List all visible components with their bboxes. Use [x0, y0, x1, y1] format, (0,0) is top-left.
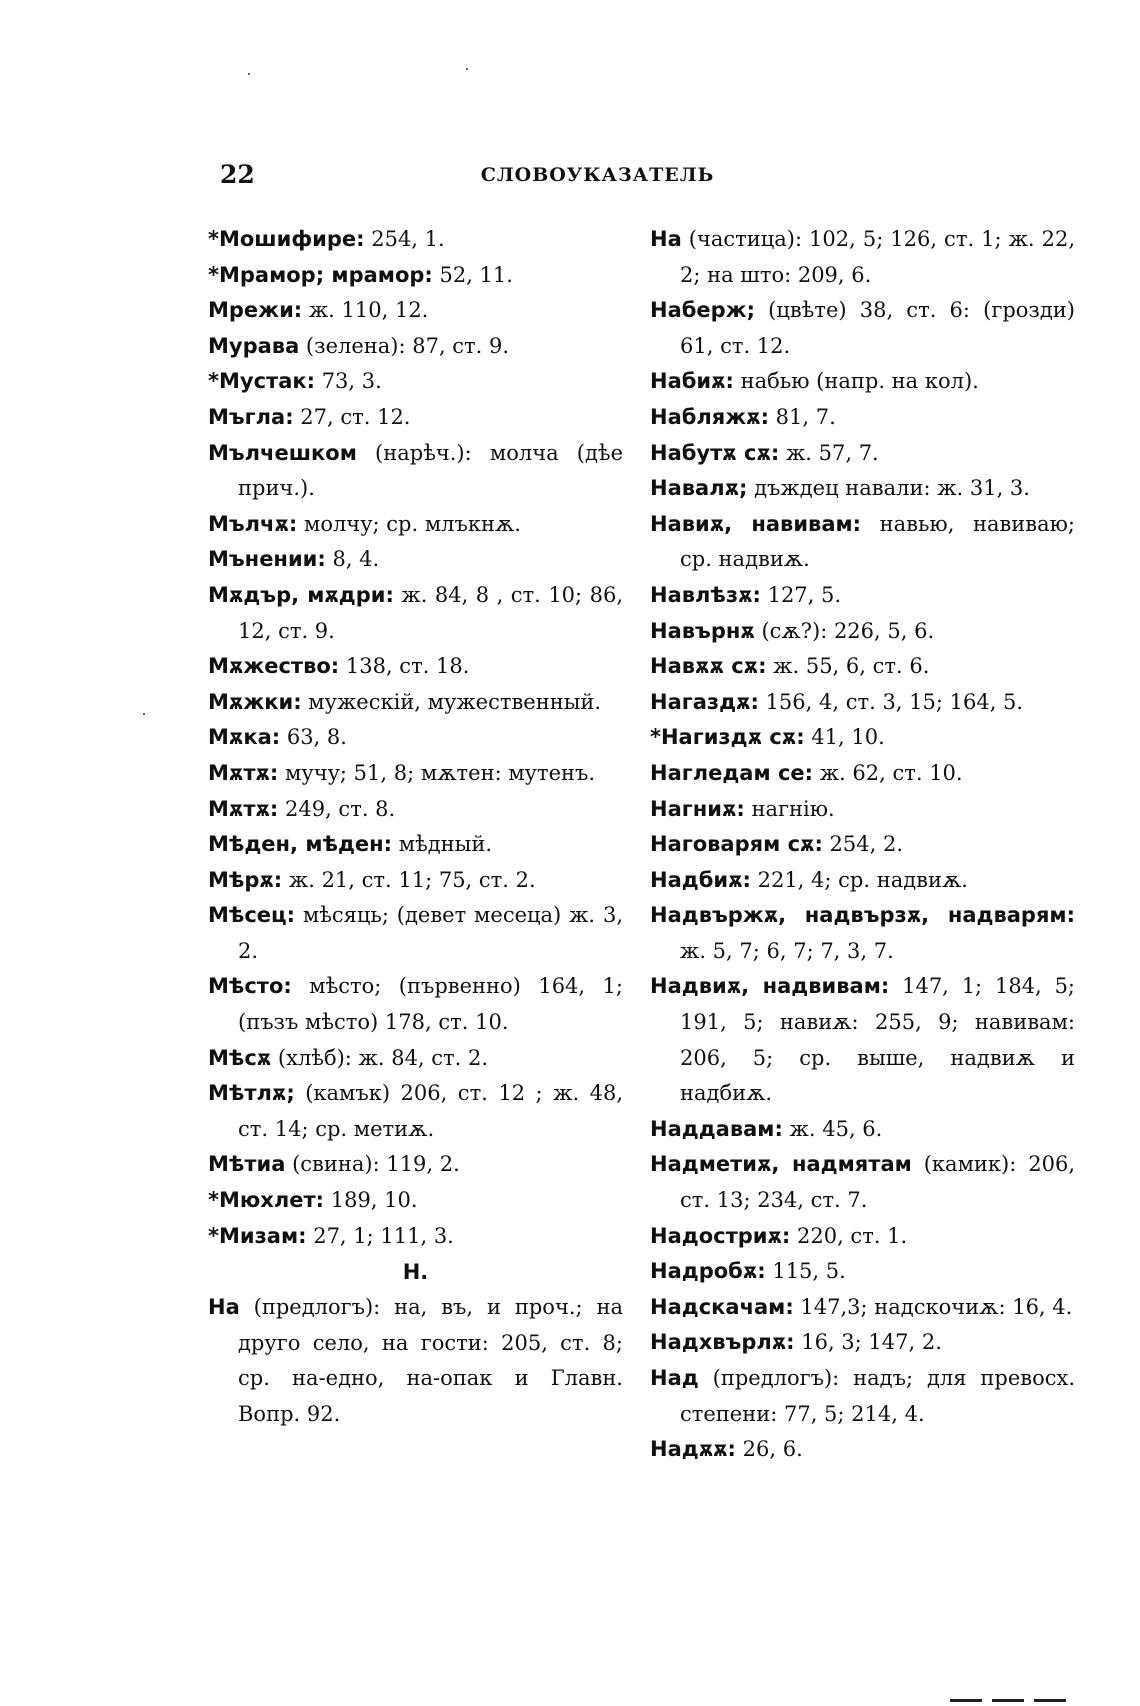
index-entry	[208, 720, 623, 756]
stray-dot	[248, 73, 250, 75]
index-entry	[208, 1183, 623, 1219]
entry-headword: Над	[650, 1366, 699, 1390]
entry-references: ж. 110, 12.	[302, 298, 429, 323]
entry-references: молчу; ср. млъкнѫ.	[297, 511, 522, 536]
entry-references: (нарѣч.): молча (дѣе прич.).	[238, 440, 623, 501]
entry-headword: Мѫжки:	[208, 689, 302, 714]
index-entry	[650, 756, 1075, 792]
entry-headword: Набиѫ:	[650, 369, 734, 394]
entry-references: 254, 1.	[364, 227, 445, 251]
entry-references: 115, 5.	[765, 1259, 846, 1284]
index-entry	[208, 1147, 623, 1183]
entry-headword: Мѫжество:	[208, 654, 340, 679]
entry-headword: Навѫѫ сѫ:	[650, 654, 767, 679]
index-entry	[208, 436, 623, 507]
entry-headword: Навлѣзѫ:	[650, 582, 761, 607]
entry-references: 52, 11.	[432, 262, 513, 287]
entry-headword: Надостриѫ:	[650, 1223, 791, 1248]
entry-headword: Надвиѫ, надвивам:	[650, 974, 890, 999]
entry-headword: *Мюхлет:	[208, 1188, 325, 1213]
entry-headword: Мѣсто:	[208, 974, 292, 999]
running-title: СЛОВОУКАЗАТЕЛЬ	[480, 164, 715, 186]
entry-headword: Мѣтиа	[208, 1152, 286, 1177]
entry-references: 63, 8.	[280, 725, 347, 750]
index-entry	[208, 329, 623, 365]
entry-headword: Надскачам:	[650, 1294, 794, 1319]
entry-references: ж. 62, ст. 10.	[813, 760, 963, 785]
stray-dot	[143, 713, 145, 715]
entry-headword: Мѫтѫ:	[208, 760, 279, 785]
entry-headword: Наберж;	[650, 298, 755, 323]
entry-headword: Мѣрѫ:	[208, 867, 283, 892]
index-entry	[208, 685, 623, 721]
entry-references: 27, ст. 12.	[293, 404, 411, 429]
entry-headword: Надбиѫ:	[650, 867, 751, 892]
entry-references: ж. 5, 7; 6, 7; 7, 3, 7.	[680, 938, 894, 963]
entry-headword: Навърнѫ	[650, 618, 755, 643]
index-entry	[208, 898, 623, 969]
entry-references: (зелена): 87, ст. 9.	[299, 333, 510, 358]
entry-headword: Нагниѫ:	[650, 796, 745, 821]
entry-references: мужескій, мужественный.	[301, 689, 602, 714]
index-entry	[208, 507, 623, 543]
index-entry	[650, 685, 1075, 721]
entry-references: набью (напр. на кол).	[733, 369, 979, 394]
index-entry	[650, 507, 1075, 578]
entry-references: 81, 7.	[769, 404, 836, 429]
index-entry	[650, 1432, 1075, 1468]
entry-headword: Мѫка:	[208, 725, 281, 750]
entry-references: 221, 4; ср. надвиѫ.	[750, 867, 968, 892]
index-entry	[650, 649, 1075, 685]
entry-references: навью, навиваю; ср. надвиѫ.	[680, 511, 1075, 572]
index-entry	[650, 863, 1075, 899]
entry-references: 8, 4.	[325, 547, 380, 572]
entry-headword: Мѣтлѫ;	[208, 1081, 295, 1106]
index-entry	[650, 720, 1075, 756]
index-entry	[208, 542, 623, 578]
entry-references: нагнію.	[744, 796, 835, 821]
index-entry	[208, 756, 623, 792]
entry-references: 127, 5.	[760, 582, 842, 607]
entry-references: 147, 1; 184, 5; 191, 5; навиѫ: 255, 9; навивам: 206, 5; ср. выше, надвиѫ и надбиѫ.	[680, 974, 1076, 1106]
entry-references: 220, ст. 1.	[790, 1223, 908, 1248]
entry-headword: Нагаздѫ:	[650, 689, 759, 714]
entry-headword: Наговарям сѫ:	[650, 832, 823, 857]
entry-references: дъждец навали: ж. 31, 3.	[747, 476, 1030, 501]
entry-headword: Надѫѫ:	[650, 1437, 736, 1462]
index-entry	[208, 792, 623, 828]
entry-references: мучу; 51, 8; мѫтен: мутенъ.	[278, 760, 596, 785]
entry-references: (свина): 119, 2.	[285, 1152, 460, 1177]
entry-headword: Мънении:	[208, 547, 326, 572]
index-entry	[650, 436, 1075, 472]
entry-references: мѣдный.	[392, 832, 493, 857]
index-entry	[650, 364, 1075, 400]
stray-dot	[466, 68, 468, 70]
entry-references: ж. 21, ст. 11; 75, ст. 2.	[282, 867, 536, 892]
index-entry	[208, 578, 623, 649]
entry-headword: *Нагиздѫ сѫ:	[650, 725, 805, 750]
entry-headword: На	[208, 1295, 240, 1320]
entry-references: (предлогъ): на, въ, и проч.; на друго село, на гости: 205, ст. 8; ср. на-едно, на-опак и Главн. Вопр. 92.	[238, 1295, 623, 1426]
index-entry	[208, 258, 623, 294]
entry-references: мѣсто; (първенно) 164, 1; (пъзъ мѣсто) 178, ст. 10.	[238, 974, 623, 1035]
entry-headword: Мълчешком	[208, 440, 357, 465]
entry-references: (камък) 206, ст. 12 ; ж. 48, ст. 14; ср. метиѫ.	[238, 1081, 623, 1141]
entry-references: (частица): 102, 5; 126, ст. 1; ж. 22, 2; на што: 209, 6.	[680, 227, 1075, 287]
index-entry	[650, 614, 1075, 650]
entry-references: (предлогъ): надъ; для превосх. степени: 77, 5; 214, 4.	[680, 1366, 1075, 1426]
entry-headword: Навиѫ, навивам:	[650, 511, 862, 536]
index-entry	[650, 1147, 1075, 1218]
entry-headword: На	[650, 227, 682, 251]
index-entry	[208, 1219, 623, 1255]
entry-headword: Мѫтѫ:	[208, 796, 279, 821]
index-entry	[208, 827, 623, 863]
entry-headword: *Мустак:	[208, 369, 316, 394]
entry-references: 156, 4, ст. 3, 15; 164, 5.	[758, 689, 1024, 714]
entry-headword: Наддавам:	[650, 1116, 783, 1141]
index-entry	[650, 1219, 1075, 1255]
index-entry	[208, 1290, 623, 1432]
index-entry	[650, 471, 1075, 507]
entry-headword: Мѣсѫ	[208, 1045, 272, 1070]
index-entry	[208, 649, 623, 685]
section-letter: Н.	[402, 1260, 429, 1285]
entry-references: 254, 2.	[822, 832, 904, 857]
entry-headword: Надвържѫ, надвързѫ, надварям:	[650, 903, 1075, 928]
entry-references: 73, 3.	[315, 369, 382, 394]
entry-headword: Надметиѫ, надмятам	[650, 1152, 912, 1177]
index-entry	[650, 1254, 1075, 1290]
entry-references: 138, ст. 18.	[339, 654, 470, 679]
entry-references: ж. 45, 6.	[782, 1116, 883, 1141]
index-entry	[650, 1290, 1075, 1326]
entry-headword: Мъгла:	[208, 404, 294, 429]
entry-headword: *Мошифире:	[208, 227, 365, 251]
entry-references: (сѫ?): 226, 5, 6.	[754, 618, 935, 643]
entry-references: 249, ст. 8.	[278, 796, 396, 821]
entry-references: 27, 1; 111, 3.	[306, 1223, 454, 1248]
index-entry	[208, 969, 623, 1040]
entry-references: ж. 84, 8 , ст. 10; 86, 12, ст. 9.	[238, 582, 623, 643]
page-number: 22	[220, 160, 255, 189]
entry-headword: Надробѫ:	[650, 1259, 766, 1284]
left-column	[208, 222, 623, 1433]
entry-references: ж. 55, 6, ст. 6.	[766, 654, 930, 679]
entry-references: 147,3; надскочиѫ: 16, 4.	[793, 1294, 1073, 1319]
index-entry	[650, 400, 1075, 436]
corner-marks	[950, 1687, 1100, 1697]
index-entry	[650, 898, 1075, 969]
index-entry	[650, 222, 1075, 293]
entry-headword: *Мрамор; мрамор:	[208, 262, 433, 287]
entry-headword: Мълчѫ:	[208, 511, 298, 536]
index-entry	[650, 1361, 1075, 1432]
index-entry	[650, 1325, 1075, 1361]
entry-headword: Навалѫ;	[650, 476, 748, 501]
entry-headword: Мурава	[208, 333, 300, 358]
entry-headword: Нагледам се:	[650, 760, 814, 785]
entry-references: 41, 10.	[804, 725, 885, 750]
entry-references: (хлѣб): ж. 84, ст. 2.	[271, 1045, 489, 1070]
entry-headword: Набляжѫ:	[650, 404, 769, 429]
index-entry	[650, 792, 1075, 828]
entry-headword: Надхвърлѫ:	[650, 1330, 795, 1355]
entry-references: мѣсяць; (девет месеца) ж. 3, 2.	[238, 903, 623, 963]
entry-headword: Мѣсец:	[208, 903, 296, 928]
entry-headword: Набутѫ сѫ:	[650, 440, 780, 465]
entry-references: (камик): 206, ст. 13; 234, ст. 7.	[680, 1152, 1076, 1213]
entry-references: ж. 57, 7.	[779, 440, 879, 465]
index-entry	[208, 400, 623, 436]
entry-headword: Мѣден, мѣден:	[208, 832, 393, 857]
index-entry	[208, 1076, 623, 1147]
index-entry	[650, 969, 1075, 1111]
entry-headword: Мрежи:	[208, 298, 303, 323]
right-column	[650, 222, 1075, 1468]
entry-references: 189, 10.	[324, 1188, 418, 1213]
index-entry	[208, 863, 623, 899]
index-entry	[650, 827, 1075, 863]
index-entry	[208, 293, 623, 329]
index-entry	[208, 364, 623, 400]
index-entry	[208, 1041, 623, 1077]
entry-references: 16, 3; 147, 2.	[794, 1330, 942, 1355]
entry-references: (цвѣте) 38, ст. 6: (грозди) 61, ст. 12.	[680, 298, 1075, 358]
index-entry	[650, 578, 1075, 614]
entry-headword: *Мизам:	[208, 1223, 307, 1248]
index-entry	[208, 222, 623, 258]
index-entry	[650, 293, 1075, 364]
entry-references: 26, 6.	[735, 1437, 803, 1462]
index-entry	[650, 1112, 1075, 1148]
entry-headword: Мѫдър, мѫдри:	[208, 582, 394, 607]
